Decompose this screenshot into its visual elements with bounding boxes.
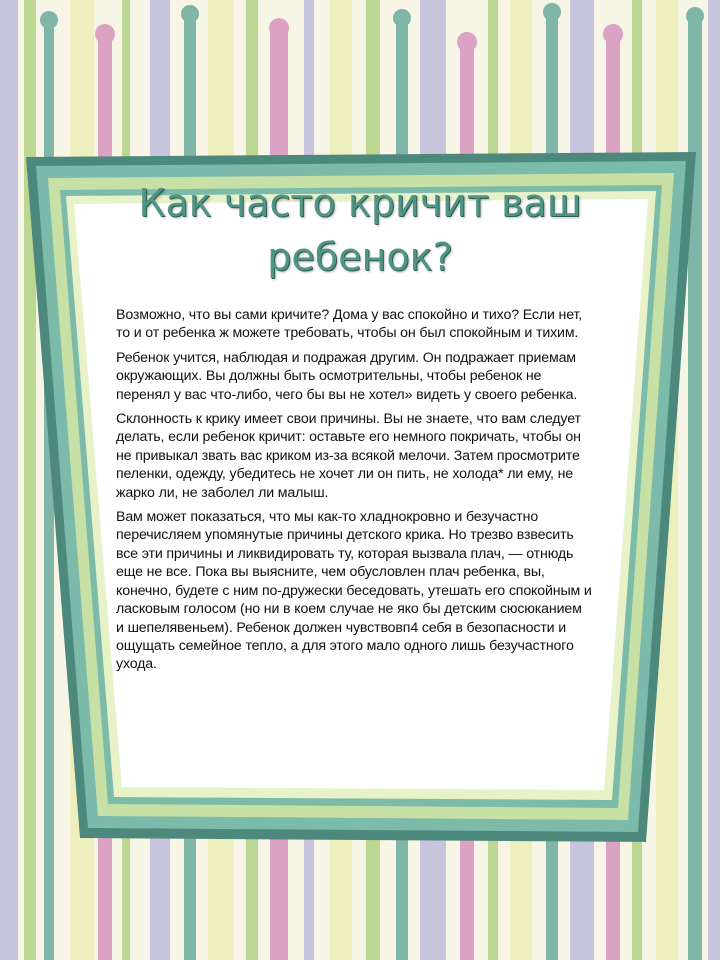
paragraph-4: Вам может показаться, что мы как-то хладнокровно и безучастно перечисляем упомянутые причины детского крика. Но трезво взвесить все эти причины и ликвидировать ту, которая вызвала плач, — отнюдь еще не все. Пока вы выясните, чем обусловлен плач ребенка, вы, конечно, будете с ним по-дружески беседовать, утешать его спокойным и ласковым голосом (но ни в коем случае не яко бы детским сюсюканием и шепелявеньем). Ребенок должен чувствовп4 себя в безопасности и ощущать семейное тепло, а для этого мало одного лишь безучастного ухода. — [116, 509, 592, 673]
paragraph-3: Склонность к крику имеет свои причины. Вы не знаете, что вам следует делать, если ребенок кричит: оставьте его немного покричать, чтобы он не привыкал звать вас криком из-за всякой мелочи. Затем просмотрите пеленки, одежду, убедитесь не хочет ли он пить, не холода* ли ему, не жарко ли, не заболел ли малыш. — [116, 411, 581, 501]
slide-body — [116, 306, 592, 680]
slide-title: Как часто кричит ваш ребенок? — [138, 181, 582, 279]
paragraph-1: Возможно, что вы сами кричите? Дома у вас спокойно и тихо? Если нет, то и от ребенка ж можете требовать, чтобы он был спокойным и тихим. — [116, 307, 583, 342]
paragraph-2: Ребенок учится, наблюдая и подражая другим. Он подражает приемам окружающих. Вы должны быть осмотрительны, чтобы ребенок не перенял у вас что-либо, чего бы вы не хотел» видеть у своего ребенка. — [116, 349, 578, 403]
